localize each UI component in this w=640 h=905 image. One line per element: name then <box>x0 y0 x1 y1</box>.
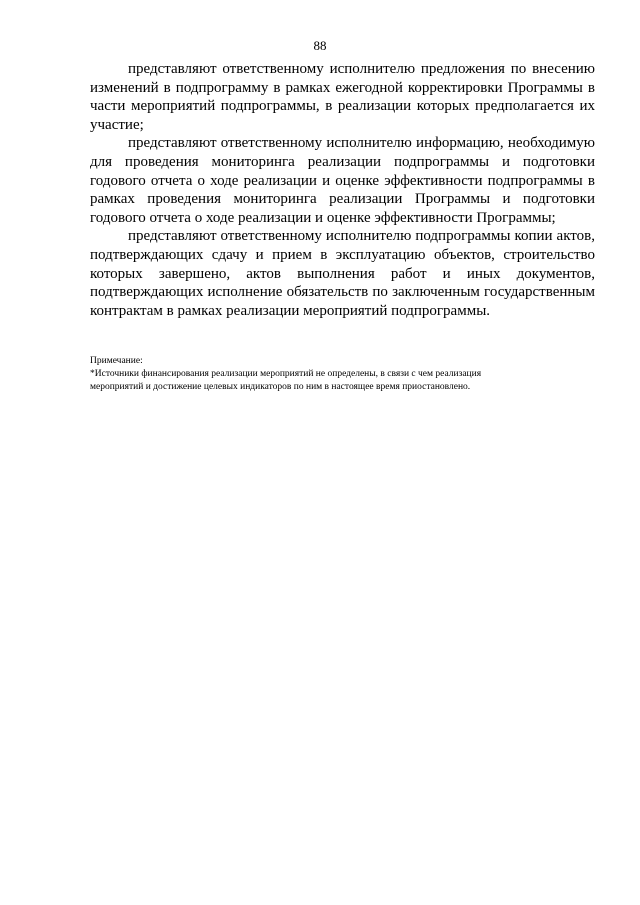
page-number: 88 <box>313 38 327 53</box>
paragraph-acts-copies: представляют ответственному исполнителю подпрограммы копии актов, подтверждающих сдачу и прием в эксплуатацию объектов, строительство которых завершено, актов выполнения работ и иных документов, подтверждающих исполнение обязательств по заключенным государственным контрактам в рамках реализации мероприятий подпрограммы. <box>90 228 595 319</box>
body-text <box>90 60 595 320</box>
footnote <box>90 355 595 394</box>
paragraph-proposals: представляют ответственному исполнителю предложения по внесению изменений в подпрограмму в рамках ежегодной корректировки Программы в части мероприятий подпрограммы, в реализации которых предполагается их участие; <box>90 61 595 133</box>
footnote-line: *Источники финансирования реализации мероприятий не определены, в связи с чем реализация <box>90 369 482 379</box>
footnote-line: мероприятий и достижение целевых индикаторов по ним в настоящее время приостановлено. <box>90 382 471 392</box>
paragraph-monitoring-info: представляют ответственному исполнителю информацию, необходимую для проведения мониторинга реализации подпрограммы и подготовки годового отчета о ходе реализации и оценке эффективности подпрограммы в рамках проведения мониторинга реализации Программы и подготовки годового отчета о ходе реализации и оценке эффективности Программы; <box>90 135 595 226</box>
footnote-title: Примечание: <box>90 356 143 366</box>
